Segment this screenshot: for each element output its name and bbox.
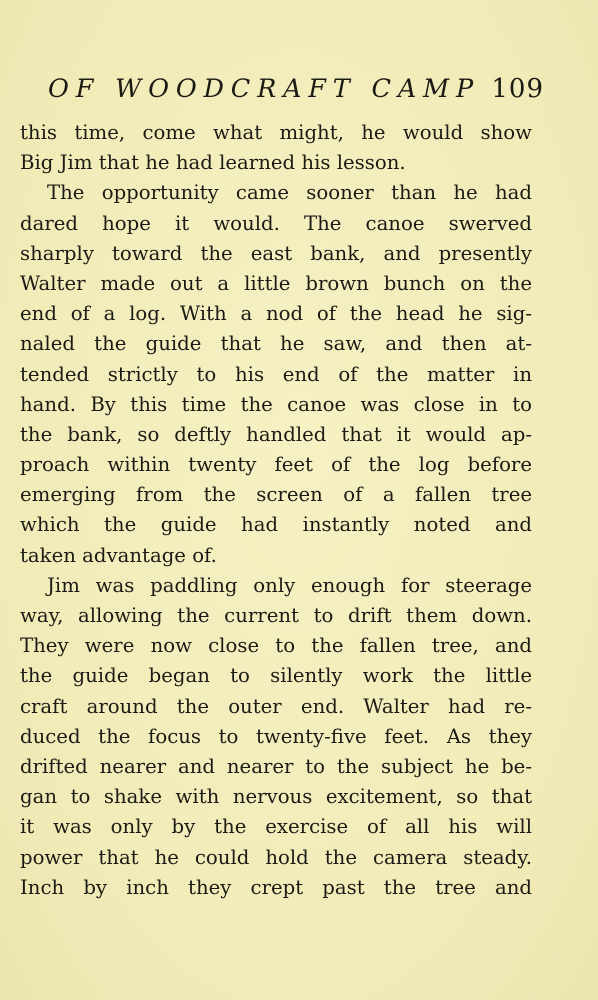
text-line: the guide began to silently work the little xyxy=(20,664,532,688)
text-line: sharply toward the east bank, and presently xyxy=(20,241,532,265)
text-line: hand. By this time the canoe was close in to xyxy=(20,392,532,416)
text-line: emerging from the screen of a fallen tree xyxy=(20,483,532,507)
text-line: They were now close to the fallen tree, and xyxy=(20,634,532,658)
text-line: the bank, so deftly handled that it would ap- xyxy=(20,422,532,446)
text-line: end of a log. With a nod of the head he sig- xyxy=(20,302,532,326)
text-line: Inch by inch they crept past the tree and xyxy=(20,875,532,899)
text-line: craft around the outer end. Walter had re- xyxy=(20,694,532,718)
text-line: taken advantage of. xyxy=(20,543,217,567)
text-line: way, allowing the current to drift them down. xyxy=(20,604,532,627)
text-line: gan to shake with nervous excitement, so that xyxy=(20,785,532,809)
text-line: this time, come what might, he would show xyxy=(20,121,532,144)
text-line: Walter made out a little brown bunch on the xyxy=(20,271,532,295)
text-line: it was only by the exercise of all his will xyxy=(20,815,532,839)
page-number: 109 xyxy=(491,74,544,104)
body-text xyxy=(20,118,532,903)
text-line: power that he could hold the camera steady. xyxy=(20,845,532,869)
text-line: drifted nearer and nearer to the subject he be- xyxy=(20,754,532,778)
text-line: The opportunity came sooner than he had xyxy=(47,181,532,205)
text-line: tended strictly to his end of the matter in xyxy=(20,362,532,386)
text-line: Big Jim that he had learned his lesson. xyxy=(20,151,406,175)
text-line: duced the focus to twenty-five feet. As they xyxy=(20,724,532,748)
running-title: OF WOODCRAFT CAMP xyxy=(48,74,480,104)
running-head xyxy=(48,74,544,108)
text-line: Jim was paddling only enough for steerage xyxy=(47,573,532,597)
text-line: which the guide had instantly noted and xyxy=(20,513,532,537)
text-line: naled the guide that he saw, and then at- xyxy=(20,332,532,356)
text-line: dared hope it would. The canoe swerved xyxy=(20,211,532,235)
text-line: proach within twenty feet of the log before xyxy=(20,453,532,477)
